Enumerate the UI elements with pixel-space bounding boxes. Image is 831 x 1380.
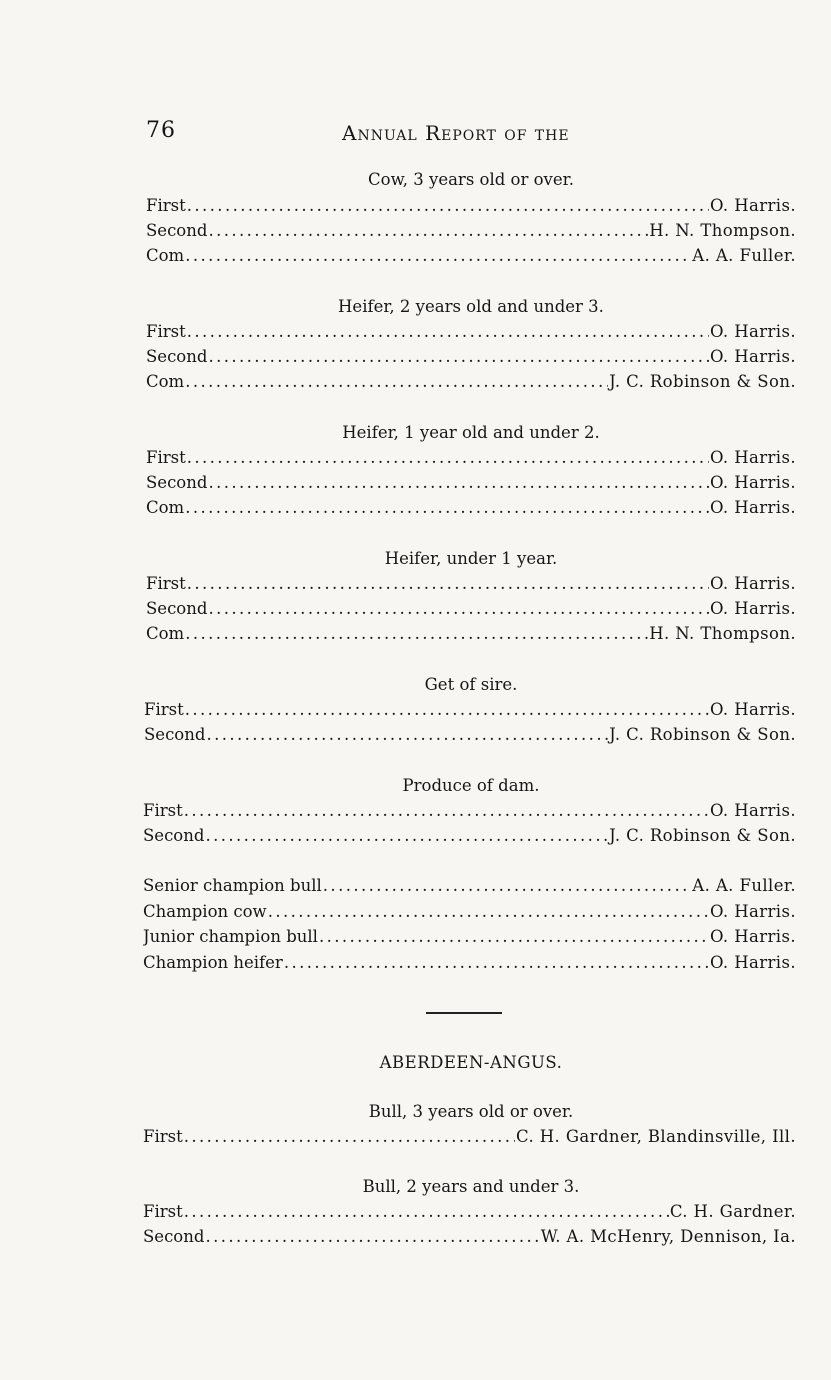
dot-leader	[187, 196, 709, 215]
award-place: Second	[143, 1227, 205, 1246]
dot-leader	[208, 599, 709, 618]
award-row	[143, 801, 796, 823]
dot-leader	[208, 347, 709, 366]
award-winner: O. Harris.	[709, 347, 796, 366]
award-winner: C. H. Gardner.	[669, 1202, 796, 1221]
award-place: Second	[146, 599, 208, 618]
award-winner: C. H. Gardner, Blandinsville, Ill.	[516, 1127, 796, 1146]
champion-category: Senior champion bull	[143, 876, 322, 895]
dot-leader	[208, 221, 648, 240]
award-winner: J. C. Robinson & Son.	[609, 372, 796, 391]
dot-leader	[208, 473, 709, 492]
dot-leader	[205, 826, 608, 845]
award-place: Com	[146, 246, 185, 265]
award-place: Com	[146, 624, 185, 643]
champion-winner: O. Harris.	[709, 927, 796, 946]
award-row	[146, 473, 796, 495]
award-row	[146, 221, 796, 243]
award-place: Second	[144, 725, 206, 744]
champion-row	[143, 953, 796, 975]
dot-leader	[184, 1127, 515, 1146]
dot-leader	[184, 801, 709, 820]
page-number: 76	[146, 118, 176, 143]
champion-category: Junior champion bull	[143, 927, 318, 946]
award-winner: O. Harris.	[709, 801, 796, 820]
award-place: First	[146, 574, 186, 593]
award-winner: H. N. Thompson.	[649, 221, 796, 240]
award-row	[143, 1127, 796, 1149]
award-row	[146, 448, 796, 470]
award-winner: O. Harris.	[709, 599, 796, 618]
dot-leader	[205, 1227, 539, 1246]
dot-leader	[187, 574, 709, 593]
award-place: Second	[143, 826, 205, 845]
award-row	[146, 498, 796, 520]
dot-leader	[184, 1202, 669, 1221]
champion-winner: O. Harris.	[709, 902, 796, 921]
award-row	[143, 1202, 796, 1224]
award-place: Second	[146, 473, 208, 492]
dot-leader	[185, 246, 691, 265]
section-heading: Get of sire.	[424, 675, 518, 694]
champion-winner: O. Harris.	[709, 953, 796, 972]
award-place: First	[143, 801, 183, 820]
award-place: First	[146, 196, 186, 215]
award-winner: H. N. Thompson.	[649, 624, 796, 643]
champion-row	[143, 927, 796, 949]
award-row	[146, 196, 796, 218]
page-header	[146, 118, 796, 150]
champion-row	[143, 902, 796, 924]
award-winner: O. Harris.	[709, 322, 796, 341]
award-winner: O. Harris.	[709, 196, 796, 215]
section-heading: Bull, 3 years old or over.	[368, 1102, 574, 1121]
dot-leader	[319, 927, 709, 946]
dot-leader	[185, 372, 608, 391]
award-row	[146, 574, 796, 596]
award-row	[143, 826, 796, 848]
award-winner: O. Harris.	[709, 498, 796, 517]
dot-leader	[185, 700, 709, 719]
breed-title: ABERDEEN-ANGUS.	[379, 1053, 563, 1072]
dot-leader	[323, 876, 691, 895]
dot-leader	[284, 953, 709, 972]
dot-leader	[206, 725, 608, 744]
award-row	[144, 725, 796, 747]
award-winner: A. A. Fuller.	[692, 246, 796, 265]
champion-category: Champion heifer	[143, 953, 283, 972]
award-winner: J. C. Robinson & Son.	[609, 826, 796, 845]
section-heading: Heifer, 2 years old and under 3.	[338, 297, 604, 316]
champion-row	[143, 876, 796, 898]
dot-leader	[268, 902, 709, 921]
section-heading: Bull, 2 years and under 3.	[362, 1177, 580, 1196]
award-place: First	[146, 322, 186, 341]
section-heading: Produce of dam.	[402, 776, 540, 795]
dot-leader	[187, 322, 709, 341]
award-row	[146, 372, 796, 394]
award-row	[143, 1227, 796, 1249]
award-place: Com	[146, 498, 185, 517]
award-place: First	[144, 700, 184, 719]
award-winner: O. Harris.	[709, 473, 796, 492]
champion-category: Champion cow	[143, 902, 267, 921]
award-place: First	[146, 448, 186, 467]
award-place: Com	[146, 372, 185, 391]
award-place: First	[143, 1202, 183, 1221]
award-winner: O. Harris.	[709, 448, 796, 467]
section-heading: Cow, 3 years old or over.	[368, 170, 574, 189]
award-winner: W. A. McHenry, Dennison, Ia.	[540, 1227, 796, 1246]
champion-winner: A. A. Fuller.	[692, 876, 796, 895]
section-heading: Heifer, 1 year old and under 2.	[342, 423, 600, 442]
award-row	[146, 624, 796, 646]
dot-leader	[185, 624, 648, 643]
award-place: Second	[146, 347, 208, 366]
award-row	[146, 322, 796, 344]
section-heading: Heifer, under 1 year.	[384, 549, 558, 568]
running-title: Annual Report of the	[342, 121, 570, 145]
award-winner: J. C. Robinson & Son.	[609, 725, 796, 744]
award-row	[146, 347, 796, 369]
dot-leader	[187, 448, 709, 467]
award-winner: O. Harris.	[709, 700, 796, 719]
award-place: Second	[146, 221, 208, 240]
award-row	[144, 700, 796, 722]
award-winner: O. Harris.	[709, 574, 796, 593]
dot-leader	[185, 498, 709, 517]
section-divider-rule	[426, 1012, 502, 1014]
award-place: First	[143, 1127, 183, 1146]
award-row	[146, 246, 796, 268]
award-row	[146, 599, 796, 621]
